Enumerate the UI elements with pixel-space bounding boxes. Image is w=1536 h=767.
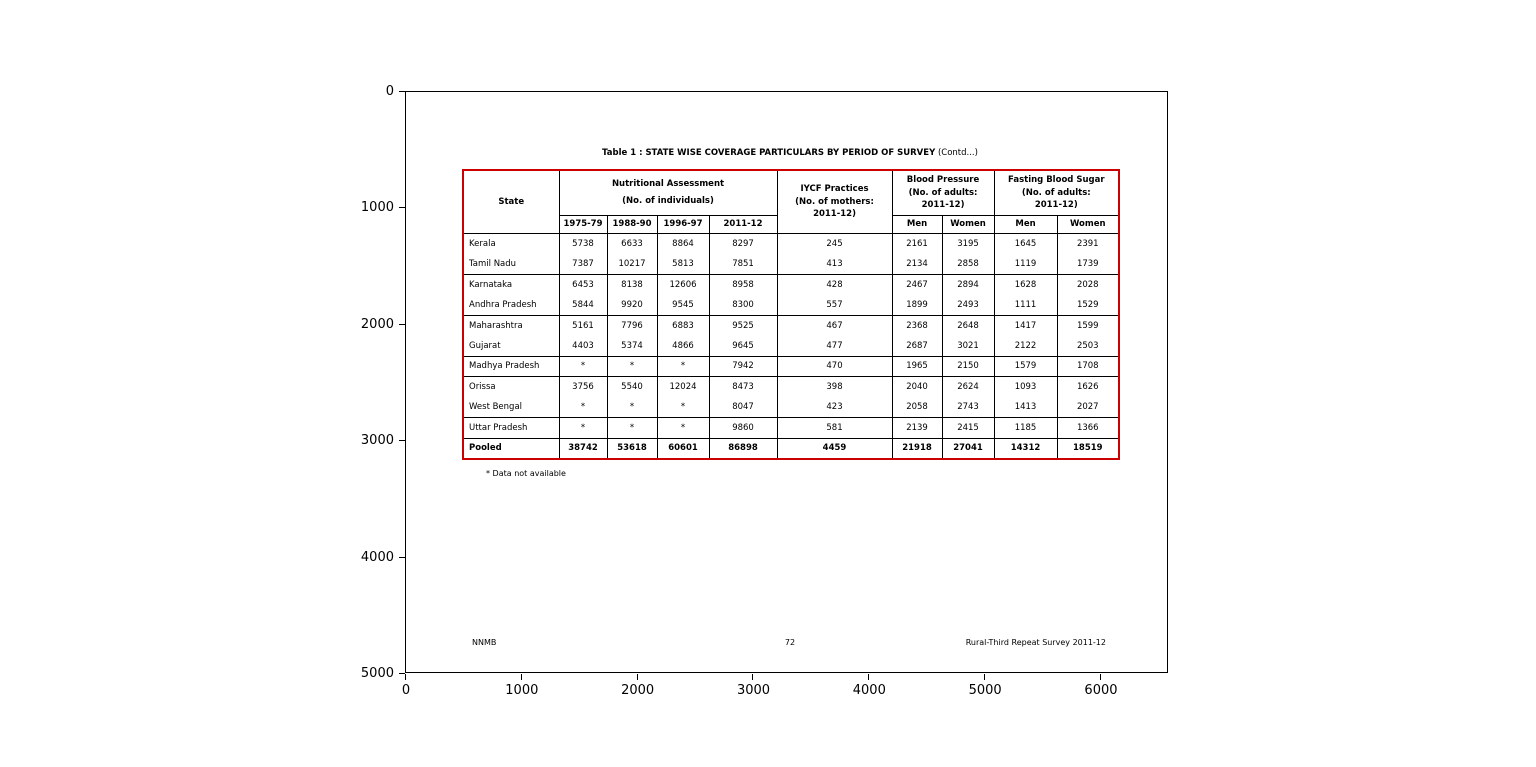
table-footnote: * Data not available: [486, 469, 566, 478]
table-row: [463, 233, 1119, 254]
value-cell: 1529: [1057, 295, 1119, 316]
value-cell: 2139: [892, 418, 942, 439]
state-cell: Pooled: [463, 438, 559, 459]
value-cell: 2648: [942, 315, 994, 336]
value-cell: 1645: [994, 233, 1057, 254]
value-cell: 8864: [657, 233, 709, 254]
value-cell: 470: [777, 356, 892, 377]
value-cell: 7796: [607, 315, 657, 336]
value-cell: 5738: [559, 233, 607, 254]
table-title-suffix: (Contd...): [937, 148, 978, 158]
value-cell: 21918: [892, 438, 942, 459]
y-tick-mark: [399, 324, 405, 325]
value-cell: *: [607, 397, 657, 418]
value-cell: 2134: [892, 254, 942, 275]
value-cell: 2027: [1057, 397, 1119, 418]
value-cell: 2040: [892, 377, 942, 398]
value-cell: 5374: [607, 336, 657, 357]
value-cell: 27041: [942, 438, 994, 459]
value-cell: 2743: [942, 397, 994, 418]
value-cell: 3756: [559, 377, 607, 398]
header-line: (No. of individuals): [622, 196, 714, 207]
footer-survey-label: Rural-Third Repeat Survey 2011-12: [965, 638, 1106, 647]
table-row: [463, 377, 1119, 398]
state-cell: Karnataka: [463, 274, 559, 295]
header-group-row: [463, 170, 1119, 215]
value-cell: 2058: [892, 397, 942, 418]
y-tick-label: 3000: [360, 433, 394, 449]
value-cell: 2415: [942, 418, 994, 439]
x-tick-mark: [1100, 674, 1101, 680]
header-line: Fasting Blood Sugar: [1008, 175, 1105, 186]
value-cell: 4459: [777, 438, 892, 459]
x-tick-label: 2000: [621, 683, 655, 698]
value-cell: *: [657, 356, 709, 377]
header-bp-women: Women: [942, 215, 994, 233]
table-row: [463, 254, 1119, 275]
value-cell: 1739: [1057, 254, 1119, 275]
value-cell: 4866: [657, 336, 709, 357]
value-cell: 1413: [994, 397, 1057, 418]
value-cell: 1628: [994, 274, 1057, 295]
table-row: [463, 336, 1119, 357]
value-cell: 14312: [994, 438, 1057, 459]
state-cell: Kerala: [463, 233, 559, 254]
x-tick-label: 3000: [736, 683, 771, 698]
footer-source: NNMB: [472, 638, 497, 647]
state-cell: Gujarat: [463, 336, 559, 357]
value-cell: 9545: [657, 295, 709, 316]
value-cell: *: [559, 356, 607, 377]
table-row: [463, 397, 1119, 418]
y-tick-label: 5000: [360, 666, 394, 681]
value-cell: 60601: [657, 438, 709, 459]
value-cell: 9920: [607, 295, 657, 316]
table-header: [463, 170, 1119, 233]
value-cell: 581: [777, 418, 892, 439]
x-tick-label: 5000: [968, 683, 1002, 698]
x-tick-label: 4000: [852, 683, 886, 698]
value-cell: 2503: [1057, 336, 1119, 357]
state-cell: Andhra Pradesh: [463, 295, 559, 316]
y-tick-mark: [399, 440, 405, 441]
value-cell: *: [559, 418, 607, 439]
header-line: Blood Pressure: [906, 175, 980, 186]
value-cell: *: [607, 356, 657, 377]
value-cell: 2028: [1057, 274, 1119, 295]
value-cell: 2368: [892, 315, 942, 336]
value-cell: 7851: [709, 254, 777, 275]
header-line: (No. of adults:: [1021, 187, 1091, 198]
header-fasting-blood-sugar: [994, 170, 1119, 215]
table-row: [463, 356, 1119, 377]
table-row: [463, 315, 1119, 336]
value-cell: 8047: [709, 397, 777, 418]
coverage-table: [462, 169, 1120, 460]
value-cell: 1119: [994, 254, 1057, 275]
value-cell: 1579: [994, 356, 1057, 377]
header-period-1975-79: 1975-79: [559, 215, 607, 233]
value-cell: 2493: [942, 295, 994, 316]
value-cell: 1093: [994, 377, 1057, 398]
value-cell: 1599: [1057, 315, 1119, 336]
value-cell: 557: [777, 295, 892, 316]
value-cell: 2122: [994, 336, 1057, 357]
table-title: [462, 148, 1118, 158]
value-cell: 3021: [942, 336, 994, 357]
value-cell: 18519: [1057, 438, 1119, 459]
value-cell: 413: [777, 254, 892, 275]
value-cell: 7387: [559, 254, 607, 275]
value-cell: 2687: [892, 336, 942, 357]
value-cell: 467: [777, 315, 892, 336]
value-cell: 8958: [709, 274, 777, 295]
y-tick-label: 1000: [360, 200, 394, 216]
value-cell: 245: [777, 233, 892, 254]
y-tick-mark: [399, 557, 405, 558]
header-period-1996-97: 1996-97: [657, 215, 709, 233]
x-tick-label: 1000: [505, 683, 539, 698]
value-cell: 9645: [709, 336, 777, 357]
value-cell: 2894: [942, 274, 994, 295]
value-cell: 9860: [709, 418, 777, 439]
header-line: 2011-12): [1034, 199, 1078, 210]
value-cell: 1899: [892, 295, 942, 316]
value-cell: 12606: [657, 274, 709, 295]
value-cell: 2150: [942, 356, 994, 377]
value-cell: 398: [777, 377, 892, 398]
value-cell: *: [657, 418, 709, 439]
header-period-1988-90: 1988-90: [607, 215, 657, 233]
table-row: [463, 418, 1119, 439]
y-tick-mark: [399, 91, 405, 92]
header-fbs-women: Women: [1057, 215, 1119, 233]
value-cell: 86898: [709, 438, 777, 459]
value-cell: 6883: [657, 315, 709, 336]
value-cell: 1366: [1057, 418, 1119, 439]
value-cell: *: [607, 418, 657, 439]
value-cell: 2467: [892, 274, 942, 295]
x-tick-mark: [984, 674, 985, 680]
value-cell: 477: [777, 336, 892, 357]
header-iycf-practices: [777, 170, 892, 233]
state-cell: Tamil Nadu: [463, 254, 559, 275]
state-cell: West Bengal: [463, 397, 559, 418]
header-line: (No. of adults:: [908, 187, 978, 198]
value-cell: 2624: [942, 377, 994, 398]
value-cell: 1626: [1057, 377, 1119, 398]
value-cell: 2161: [892, 233, 942, 254]
footer-page-number: 72: [784, 638, 796, 647]
header-line: 2011-12): [813, 208, 856, 219]
value-cell: 8473: [709, 377, 777, 398]
header-line: IYCF Practices: [800, 184, 869, 195]
value-cell: 5540: [607, 377, 657, 398]
header-blood-pressure: [892, 170, 994, 215]
value-cell: 12024: [657, 377, 709, 398]
value-cell: 7942: [709, 356, 777, 377]
header-period-2011-12: 2011-12: [709, 215, 777, 233]
value-cell: 1965: [892, 356, 942, 377]
state-cell: Uttar Pradesh: [463, 418, 559, 439]
state-cell: Madhya Pradesh: [463, 356, 559, 377]
table-row: [463, 438, 1119, 459]
value-cell: 8138: [607, 274, 657, 295]
y-tick-label: 0: [385, 84, 394, 99]
value-cell: 2858: [942, 254, 994, 275]
value-cell: 8300: [709, 295, 777, 316]
value-cell: 3195: [942, 233, 994, 254]
header-line: 2011-12): [921, 199, 965, 210]
x-tick-mark: [521, 674, 522, 680]
value-cell: 5844: [559, 295, 607, 316]
state-cell: Orissa: [463, 377, 559, 398]
value-cell: 6633: [607, 233, 657, 254]
x-tick-mark: [637, 674, 638, 680]
value-cell: 5161: [559, 315, 607, 336]
plot-axes: [360, 84, 1168, 698]
value-cell: 1708: [1057, 356, 1119, 377]
value-cell: 1417: [994, 315, 1057, 336]
value-cell: 10217: [607, 254, 657, 275]
y-tick-mark: [399, 207, 405, 208]
header-nutritional-assessment: [559, 170, 777, 215]
value-cell: 38742: [559, 438, 607, 459]
header-line: (No. of mothers:: [795, 196, 874, 207]
value-cell: *: [657, 397, 709, 418]
value-cell: 53618: [607, 438, 657, 459]
value-cell: 2391: [1057, 233, 1119, 254]
x-tick-mark: [405, 674, 406, 680]
value-cell: 5813: [657, 254, 709, 275]
header-fbs-men: Men: [994, 215, 1057, 233]
table-row: [463, 274, 1119, 295]
y-tick-label: 2000: [360, 316, 394, 332]
value-cell: 4403: [559, 336, 607, 357]
value-cell: *: [559, 397, 607, 418]
x-tick-label: 6000: [1084, 683, 1118, 698]
value-cell: 428: [777, 274, 892, 295]
state-cell: Maharashtra: [463, 315, 559, 336]
value-cell: 9525: [709, 315, 777, 336]
value-cell: 1185: [994, 418, 1057, 439]
value-cell: 6453: [559, 274, 607, 295]
table-row: [463, 295, 1119, 316]
table-body: [463, 233, 1119, 459]
value-cell: 423: [777, 397, 892, 418]
value-cell: 1111: [994, 295, 1057, 316]
header-state: State: [463, 170, 559, 233]
x-tick-label: 0: [401, 683, 411, 698]
value-cell: 8297: [709, 233, 777, 254]
x-tick-mark: [868, 674, 869, 680]
header-line: Nutritional Assessment: [611, 178, 725, 189]
y-tick-label: 4000: [360, 549, 394, 565]
table-title-text: Table 1 : STATE WISE COVERAGE PARTICULARS BY PERIOD OF SURVEY: [602, 148, 936, 158]
header-bp-men: Men: [892, 215, 942, 233]
x-tick-mark: [752, 674, 753, 680]
